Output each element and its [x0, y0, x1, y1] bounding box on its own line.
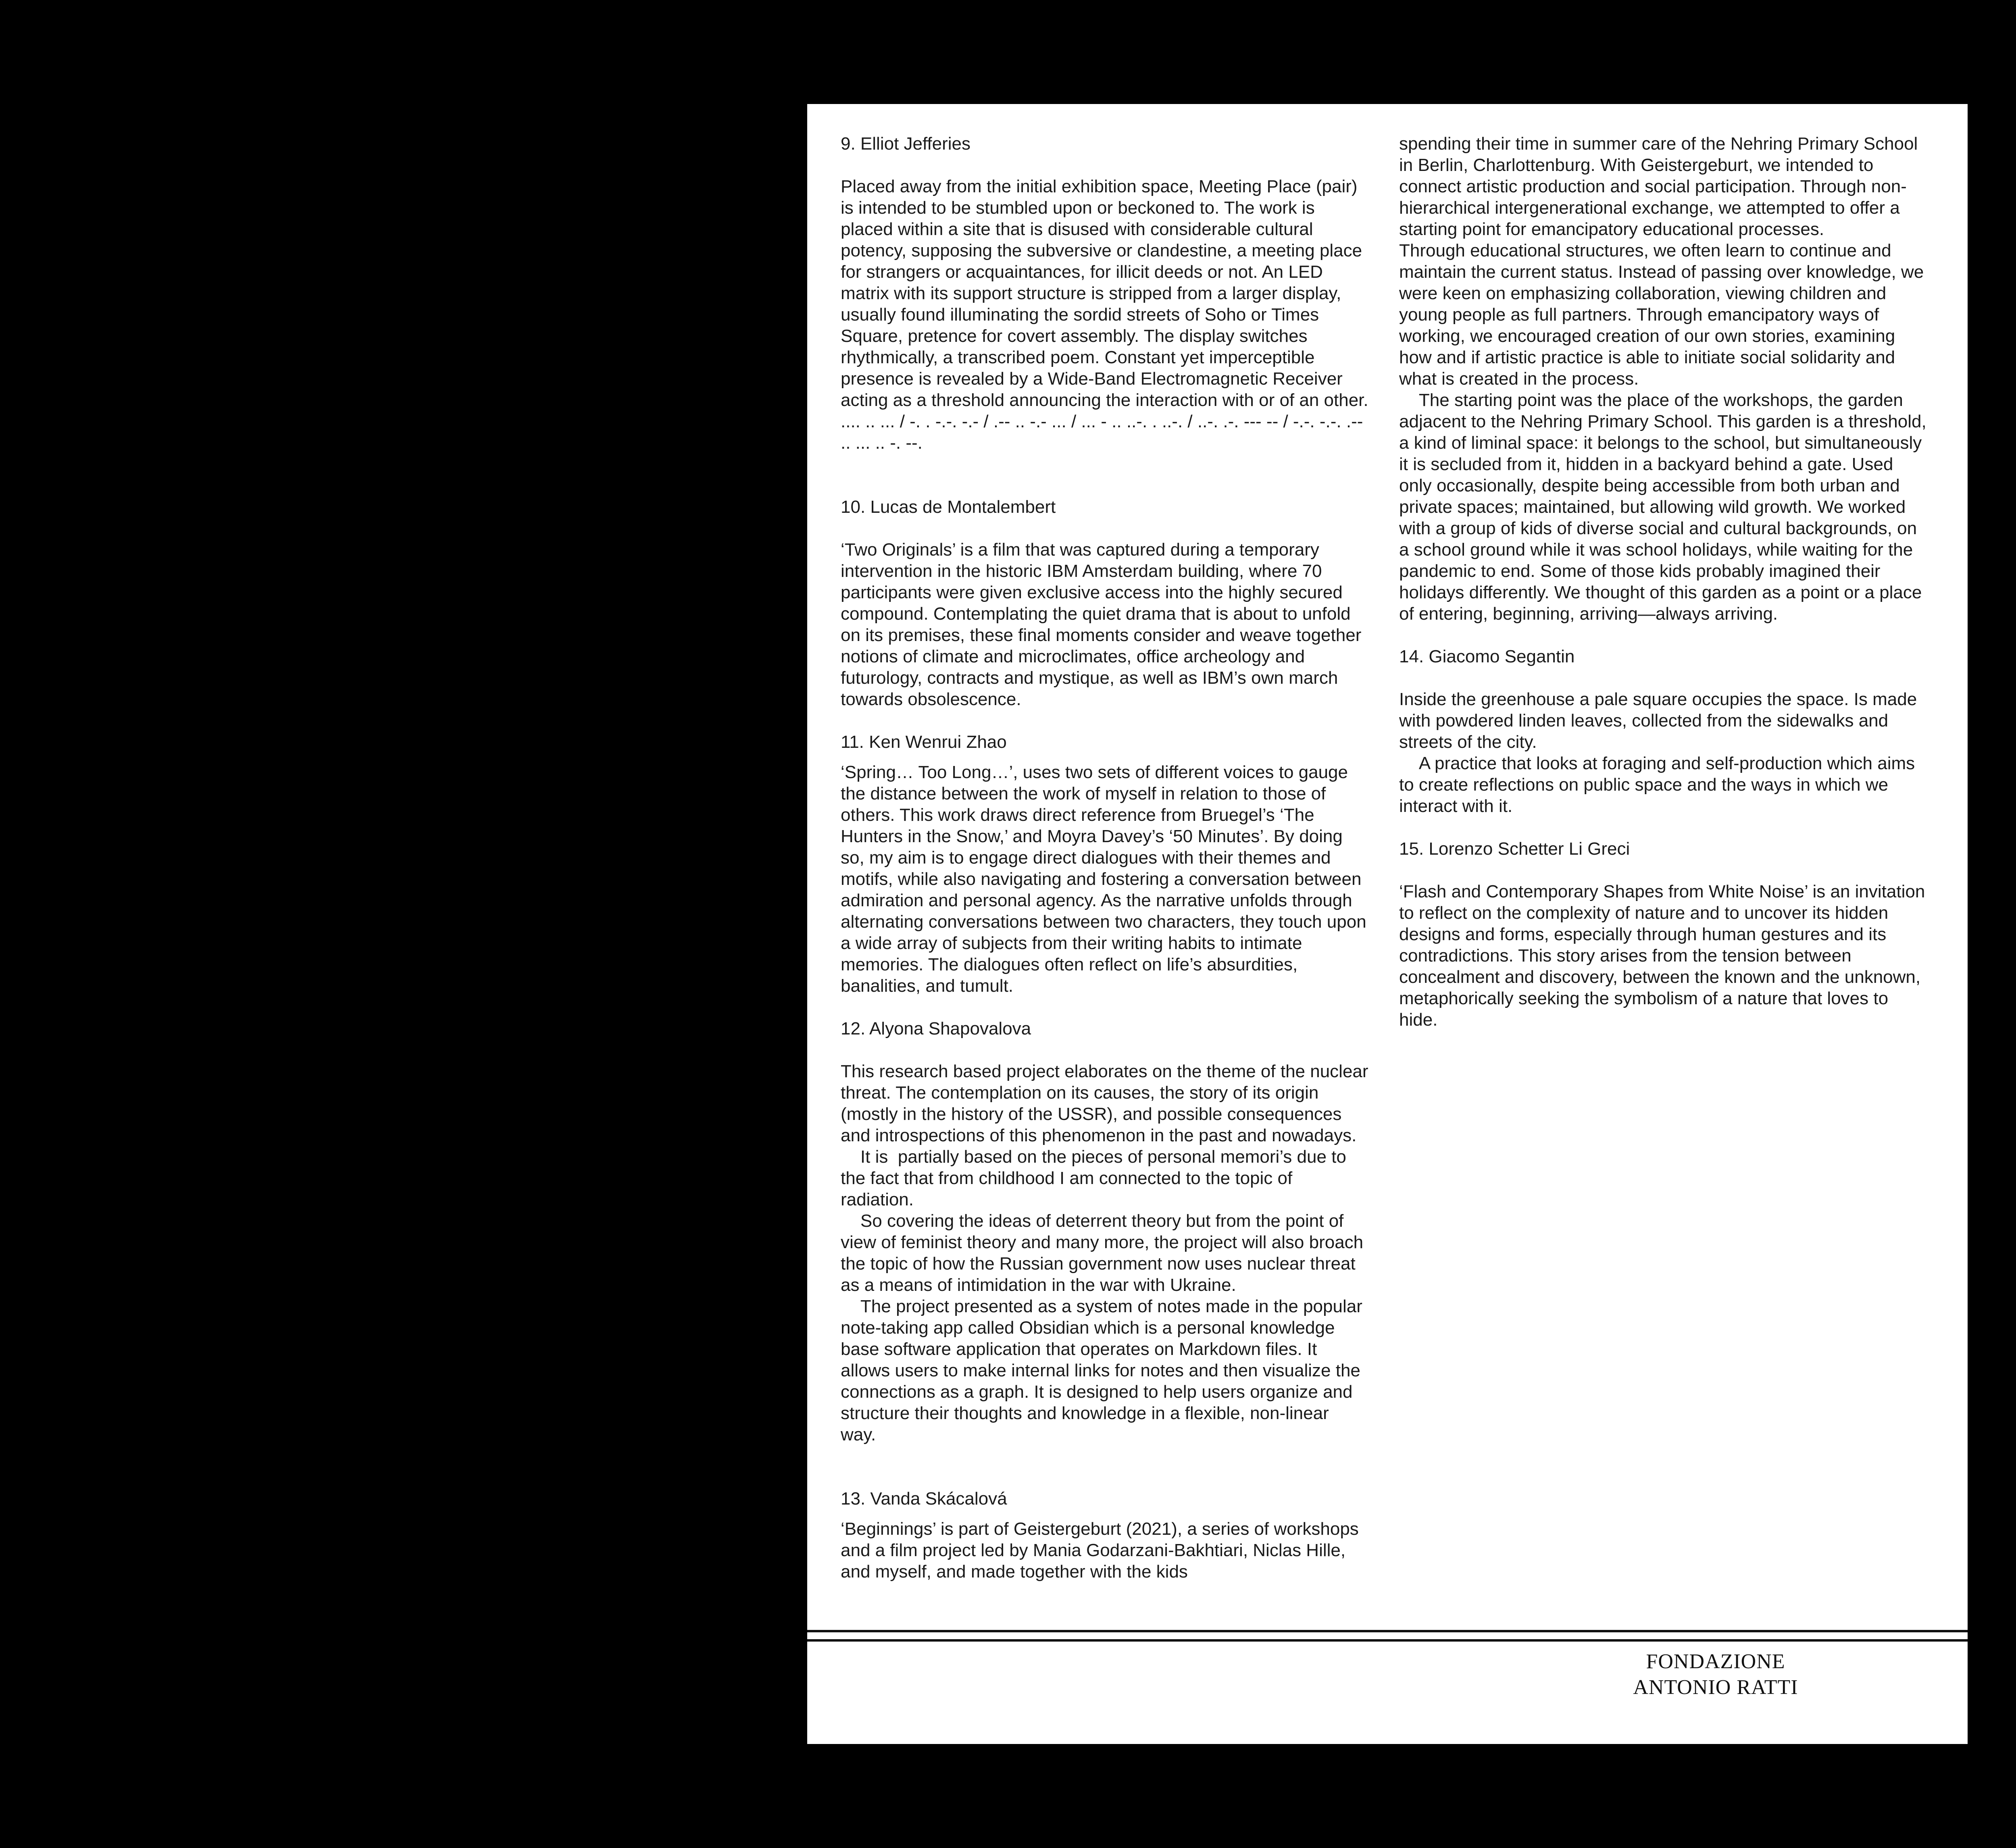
right-column: [1399, 133, 1930, 1030]
entry-body: spending their time in summer care of the Nehring Primary School in Berlin, Charlottenburg. With Geistergeburt, we intended to connect artistic production and social participation. Through non-hierarchical intergenerational exchange, we attempted to offer a starting point for emancipatory educational processes. Through educational structures, we often learn to continue and maintain the current status. Instead of passing over knowledge, we were keen on emphasizing collaboration, viewing children and young people as full partners. Through emancipatory ways of working, we encouraged creation of our own stories, examining how and if artistic practice is able to initiate social solidarity and what is created in the process. The starting point was the place of the workshops, the garden adjacent to the Nehring Primary School. This garden is a threshold, a kind of liminal space: it belongs to the school, but simultaneously it is secluded from it, hidden in a backyard behind a gate. Used only occasionally, despite being accessible from both urban and private spaces; maintained, but allowing wild growth. We worked with a group of kids of diverse social and cultural backgrounds, on a school ground while it was school holidays, while waiting for the pandemic to end. Some of those kids probably imagined their holidays differently. We thought of this garden as a point or a place of entering, beginning, arriving—always arriving.: [1399, 134, 1926, 624]
entry-15: [1399, 838, 1930, 1030]
entry-13-continued: [1399, 133, 1927, 624]
entry-14: [1399, 646, 1927, 817]
entry-heading: 10. Lucas de Montalembert: [841, 497, 1056, 517]
entry-heading: 15. Lorenzo Schetter Li Greci: [1399, 839, 1630, 859]
left-column: [841, 133, 1369, 1582]
fondazione-logo: [1595, 1649, 1837, 1700]
entry-heading: 12. Alyona Shapovalova: [841, 1019, 1031, 1038]
entry-11: [841, 731, 1369, 997]
entry-13: [841, 1488, 1369, 1582]
entry-body: ‘Beginnings’ is part of Geistergeburt (2021), a series of workshops and a film project led by Mania Godarzani-Bakhtiari, Niclas Hille, and myself, and made together with the kids: [841, 1519, 1364, 1582]
entry-body: ‘Spring… Too Long…’, uses two sets of different voices to gauge the distance between the work of myself in relation to those of others. This work draws direct reference from Bruegel’s ‘The Hunters in the Snow,’ and Moyra Davey’s ‘50 Minutes’. By doing so, my aim is to engage direct dialogues with their themes and motifs, while also navigating and fostering a conversation between admiration and personal agency. As the narrative unfolds through alternating conversations between two characters, they touch upon a wide array of subjects from their writing habits to intimate memories. The dialogues often reflect on life’s absurdities, banalities, and tumult.: [841, 762, 1371, 996]
entry-12: [841, 1018, 1369, 1445]
entry-heading: 9. Elliot Jefferies: [841, 134, 971, 154]
logo-line-2: ANTONIO RATTI: [1633, 1676, 1798, 1699]
entry-body: Placed away from the initial exhibition space, Meeting Place (pair) is intended to be stumbled upon or beckoned to. The work is placed within a site that is disused with considerable cultural potency, supposing the subversive or clandestine, a meeting place for strangers or acquaintances, for illicit deeds or not. An LED matrix with its support structure is stripped from a larger display, usually found illuminating the sordid streets of Soho or Times Square, pretence for covert assembly. The display switches rhythmically, a transcribed poem. Constant yet imperceptible presence is revealed by a Wide-Band Electromagnetic Receiver acting as a threshold announcing the interaction with or of an other. .... .. ... / -. . -.-. -.- / .-- .. -.- ... / ... - .. ..-. . ..-. / ..-. .-. --- -- / -.-. -.-. .-- .. ... .. -. --.: [841, 177, 1368, 453]
entry-heading: 13. Vanda Skácalová: [841, 1489, 1007, 1509]
entry-body: This research based project elaborates on the theme of the nuclear threat. The contemplation on its causes, the story of its origin (mostly in the history of the USSR), and possible consequences and introspections of this phenomenon in the past and nowadays. It is partially based on the pieces of personal memori’s due to the fact that from childhood I am connected to the topic of radiation. So covering the ideas of deterrent theory but from the point of view of feminist theory and many more, the project will also broach the topic of how the Russian government now uses nuclear threat as a means of intimidation in the war with Ukraine. The project presented as a system of notes made in the popular note-taking app called Obsidian which is a personal knowledge base software application that operates on Markdown files. It allows users to make internal links for notes and then visualize the connections as a graph. It is designed to help users organize and structure their thoughts and knowledge in a flexible, non-linear way.: [841, 1061, 1368, 1444]
document-page: [807, 104, 1968, 1744]
entry-heading: 11. Ken Wenrui Zhao: [841, 732, 1007, 752]
entry-9: [841, 133, 1369, 454]
entry-body: ‘Flash and Contemporary Shapes from White Noise’ is an invitation to reflect on the complexity of nature and to uncover its hidden designs and forms, especially through human gestures and its contradictions. This story arises from the tension between concealment and discovery, between the known and the unknown, metaphorically seeking the symbolism of a nature that loves to hide.: [1399, 882, 1930, 1030]
entry-10: [841, 496, 1369, 710]
entry-body: Inside the greenhouse a pale square occupies the space. Is made with powdered linden leaves, collected from the sidewalks and streets of the city. A practice that looks at foraging and self-production which aims to create reflections on public space and the ways in which we interact with it.: [1399, 689, 1917, 816]
footer-rule-top: [807, 1630, 1968, 1632]
logo-line-1: FONDAZIONE: [1646, 1650, 1785, 1673]
footer-rule-bottom: [807, 1639, 1968, 1642]
entry-heading: 14. Giacomo Segantin: [1399, 647, 1575, 666]
entry-body: ‘Two Originals’ is a film that was captured during a temporary intervention in the historic IBM Amsterdam building, where 70 participants were given exclusive access into the highly secured compound. Contemplating the quiet drama that is about to unfold on its premises, these final moments consider and weave together notions of climate and microclimates, office archeology and futurology, contracts and mystique, as well as IBM’s own march towards obsolescence.: [841, 540, 1366, 709]
